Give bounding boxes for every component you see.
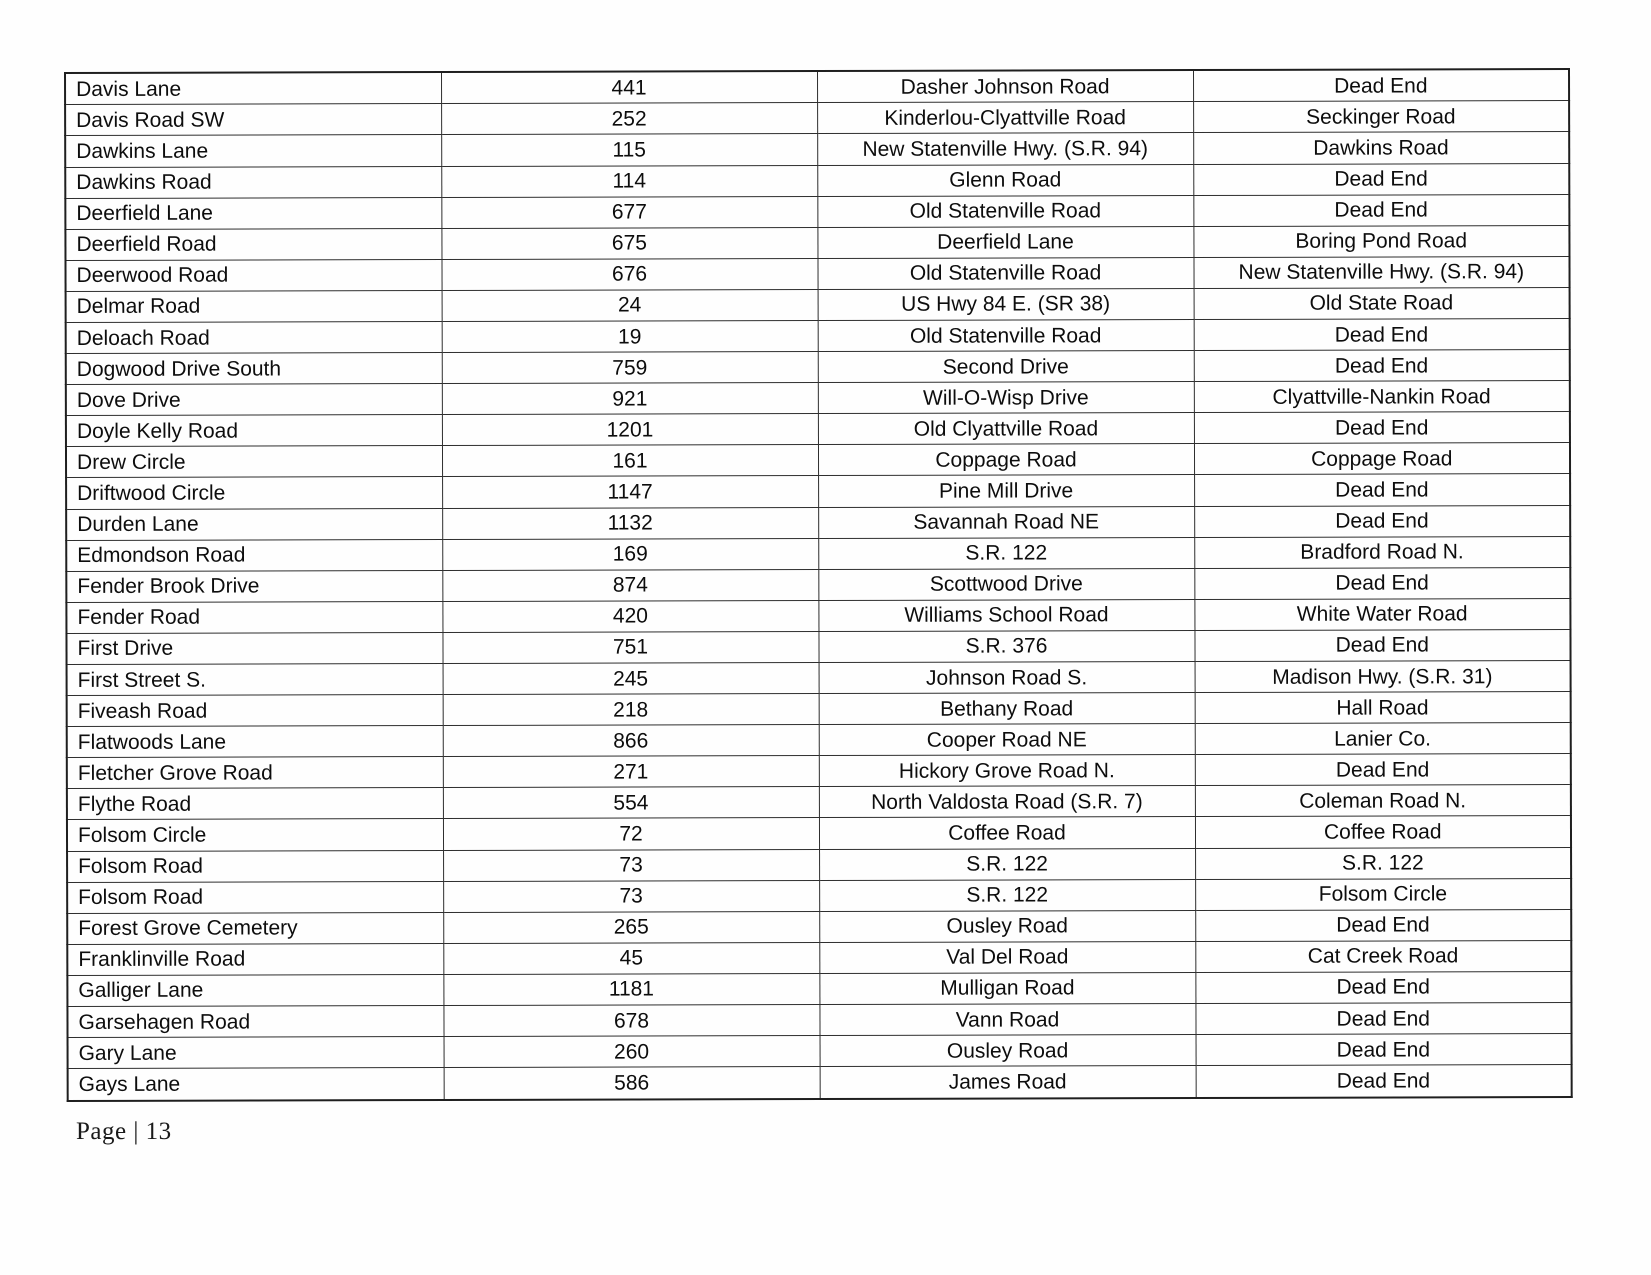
- to-road-cell: Dead End: [1193, 69, 1569, 102]
- table-row: [65, 69, 1569, 105]
- table-row: [66, 412, 1570, 447]
- to-road-cell: Dead End: [1196, 1034, 1572, 1066]
- to-road-cell: Dead End: [1195, 754, 1571, 786]
- road-number-cell: 676: [441, 258, 817, 290]
- from-road-cell: Dasher Johnson Road: [817, 70, 1193, 103]
- table-row: [67, 816, 1571, 851]
- road-name-cell: Gary Lane: [68, 1037, 444, 1069]
- road-number-cell: 114: [441, 165, 817, 197]
- table-row: [67, 754, 1571, 789]
- from-road-cell: Old Statenville Road: [818, 320, 1194, 352]
- from-road-cell: Old Statenville Road: [817, 257, 1193, 289]
- road-number-cell: 260: [444, 1036, 820, 1068]
- table-row: [65, 101, 1569, 136]
- road-name-cell: Dawkins Road: [65, 166, 441, 198]
- table-row: [68, 1034, 1572, 1069]
- from-road-cell: Will-O-Wisp Drive: [818, 382, 1194, 414]
- road-number-cell: 252: [441, 103, 817, 135]
- table-row: [66, 567, 1570, 602]
- road-name-cell: Delmar Road: [66, 290, 442, 322]
- from-road-cell: Deerfield Lane: [817, 226, 1193, 258]
- road-name-cell: Folsom Road: [67, 850, 443, 882]
- from-road-cell: Williams School Road: [818, 599, 1194, 631]
- road-name-cell: Galliger Lane: [67, 974, 443, 1006]
- to-road-cell: Dead End: [1193, 194, 1569, 226]
- road-number-cell: 161: [442, 445, 818, 477]
- road-number-cell: 45: [443, 942, 819, 974]
- from-road-cell: Scottwood Drive: [818, 568, 1194, 600]
- table-row: [67, 785, 1571, 820]
- from-road-cell: Old Statenville Road: [817, 195, 1193, 227]
- to-road-cell: Dead End: [1195, 909, 1571, 941]
- to-road-cell: Dead End: [1194, 474, 1570, 506]
- road-number-cell: 169: [442, 538, 818, 570]
- table-row: [66, 474, 1570, 509]
- road-name-cell: Dawkins Lane: [65, 135, 441, 167]
- table-row: [66, 443, 1570, 478]
- from-road-cell: Hickory Grove Road N.: [819, 755, 1195, 787]
- road-number-cell: 271: [443, 756, 819, 788]
- to-road-cell: Hall Road: [1195, 692, 1571, 724]
- from-road-cell: North Valdosta Road (S.R. 7): [819, 786, 1195, 818]
- road-number-cell: 874: [442, 569, 818, 601]
- from-road-cell: Val Del Road: [819, 941, 1195, 973]
- from-road-cell: Cooper Road NE: [819, 724, 1195, 756]
- to-road-cell: Dead End: [1194, 412, 1570, 444]
- road-name-cell: Fender Brook Drive: [66, 570, 442, 602]
- road-name-cell: Franklinville Road: [67, 943, 443, 975]
- table-row: [66, 536, 1570, 571]
- from-road-cell: Old Clyattville Road: [818, 413, 1194, 445]
- road-number-cell: 24: [442, 289, 818, 321]
- table-row: [66, 598, 1570, 633]
- table-row: [68, 1065, 1572, 1101]
- to-road-cell: Coppage Road: [1194, 443, 1570, 475]
- to-road-cell: Folsom Circle: [1195, 878, 1571, 910]
- road-number-cell: 751: [442, 631, 818, 663]
- road-number-cell: 420: [442, 600, 818, 632]
- road-number-cell: 1132: [442, 507, 818, 539]
- to-road-cell: Madison Hwy. (S.R. 31): [1195, 661, 1571, 693]
- page-number-footer: Page | 13: [76, 1118, 172, 1145]
- from-road-cell: Ousley Road: [820, 1035, 1196, 1067]
- to-road-cell: Dead End: [1194, 319, 1570, 351]
- from-road-cell: Vann Road: [819, 1004, 1195, 1036]
- from-road-cell: Ousley Road: [819, 910, 1195, 942]
- road-number-cell: 72: [443, 818, 819, 850]
- to-road-cell: Dead End: [1195, 971, 1571, 1003]
- road-name-cell: Flatwoods Lane: [67, 726, 443, 758]
- to-road-cell: Dead End: [1194, 567, 1570, 599]
- from-road-cell: New Statenville Hwy. (S.R. 94): [817, 133, 1193, 165]
- road-name-cell: First Street S.: [67, 664, 443, 696]
- road-number-cell: 677: [441, 196, 817, 228]
- from-road-cell: US Hwy 84 E. (SR 38): [818, 288, 1194, 320]
- road-name-cell: Doyle Kelly Road: [66, 415, 442, 447]
- table-row: [67, 1003, 1571, 1038]
- from-road-cell: James Road: [820, 1066, 1196, 1099]
- from-road-cell: S.R. 122: [819, 879, 1195, 911]
- from-road-cell: Coppage Road: [818, 444, 1194, 476]
- to-road-cell: Clyattville-Nankin Road: [1194, 381, 1570, 413]
- table-row: [66, 381, 1570, 416]
- table-row: [67, 940, 1571, 975]
- to-road-cell: Bradford Road N.: [1194, 536, 1570, 568]
- road-number-cell: 265: [443, 911, 819, 943]
- table-row: [67, 971, 1571, 1006]
- table-row: [66, 287, 1570, 322]
- to-road-cell: Dawkins Road: [1193, 132, 1569, 164]
- to-road-cell: Dead End: [1194, 629, 1570, 661]
- to-road-cell: Dead End: [1194, 350, 1570, 382]
- table-row: [67, 661, 1571, 696]
- table-row: [66, 319, 1570, 354]
- road-name-cell: Gays Lane: [68, 1068, 444, 1101]
- road-name-cell: Flythe Road: [67, 788, 443, 820]
- road-number-cell: 115: [441, 134, 817, 166]
- to-road-cell: White Water Road: [1194, 598, 1570, 630]
- road-number-cell: 759: [442, 352, 818, 384]
- road-number-cell: 866: [443, 725, 819, 757]
- table-row: [65, 225, 1569, 260]
- from-road-cell: Pine Mill Drive: [818, 475, 1194, 507]
- road-number-cell: 73: [443, 880, 819, 912]
- road-name-cell: First Drive: [66, 632, 442, 664]
- road-number-cell: 675: [441, 227, 817, 259]
- road-number-cell: 586: [444, 1067, 820, 1100]
- road-number-cell: 19: [442, 320, 818, 352]
- from-road-cell: Mulligan Road: [819, 972, 1195, 1004]
- road-number-cell: 921: [442, 383, 818, 415]
- road-number-cell: 678: [443, 1005, 819, 1037]
- road-name-cell: Deloach Road: [66, 321, 442, 353]
- to-road-cell: Dead End: [1193, 163, 1569, 195]
- from-road-cell: Second Drive: [818, 351, 1194, 383]
- from-road-cell: S.R. 122: [818, 537, 1194, 569]
- road-number-cell: 554: [443, 787, 819, 819]
- road-name-cell: Fender Road: [66, 601, 442, 633]
- from-road-cell: Johnson Road S.: [819, 662, 1195, 694]
- table-row: [67, 692, 1571, 727]
- to-road-cell: Boring Pond Road: [1193, 225, 1569, 257]
- from-road-cell: Bethany Road: [819, 693, 1195, 725]
- road-number-cell: 1181: [443, 973, 819, 1005]
- to-road-cell: New Statenville Hwy. (S.R. 94): [1193, 256, 1569, 288]
- road-name-cell: Drew Circle: [66, 446, 442, 478]
- to-road-cell: Old State Road: [1194, 287, 1570, 319]
- road-name-cell: Dove Drive: [66, 384, 442, 416]
- road-name-cell: Deerwood Road: [65, 259, 441, 291]
- to-road-cell: Coleman Road N.: [1195, 785, 1571, 817]
- road-name-cell: Davis Road SW: [65, 104, 441, 136]
- road-name-cell: Deerfield Road: [65, 228, 441, 260]
- road-number-cell: 441: [441, 71, 817, 104]
- from-road-cell: S.R. 376: [818, 630, 1194, 662]
- road-name-cell: Driftwood Circle: [66, 477, 442, 509]
- table-row: [66, 350, 1570, 385]
- road-number-cell: 73: [443, 849, 819, 881]
- table-row: [65, 163, 1569, 198]
- from-road-cell: Glenn Road: [817, 164, 1193, 196]
- road-number-cell: 1201: [442, 414, 818, 446]
- road-name-cell: Folsom Circle: [67, 819, 443, 851]
- to-road-cell: S.R. 122: [1195, 847, 1571, 879]
- table-row: [67, 909, 1571, 944]
- road-name-cell: Fiveash Road: [67, 695, 443, 727]
- road-name-cell: Fletcher Grove Road: [67, 757, 443, 789]
- to-road-cell: Cat Creek Road: [1195, 940, 1571, 972]
- table-row: [65, 132, 1569, 167]
- table-row: [67, 847, 1571, 882]
- roads-table-body: [65, 69, 1572, 1101]
- to-road-cell: Dead End: [1194, 505, 1570, 537]
- roads-table: [64, 68, 1573, 1102]
- to-road-cell: Dead End: [1196, 1065, 1572, 1098]
- road-name-cell: Dogwood Drive South: [66, 353, 442, 385]
- road-number-cell: 218: [443, 694, 819, 726]
- to-road-cell: Coffee Road: [1195, 816, 1571, 848]
- table-row: [66, 505, 1570, 540]
- road-name-cell: Davis Lane: [65, 72, 441, 105]
- road-name-cell: Forest Grove Cemetery: [67, 912, 443, 944]
- road-name-cell: Garsehagen Road: [67, 1006, 443, 1038]
- road-number-cell: 245: [443, 663, 819, 695]
- from-road-cell: Kinderlou-Clyattville Road: [817, 102, 1193, 134]
- to-road-cell: Lanier Co.: [1195, 723, 1571, 755]
- from-road-cell: Coffee Road: [819, 817, 1195, 849]
- from-road-cell: S.R. 122: [819, 848, 1195, 880]
- table-row: [67, 878, 1571, 913]
- road-number-cell: 1147: [442, 476, 818, 508]
- road-name-cell: Edmondson Road: [66, 539, 442, 571]
- table-row: [65, 194, 1569, 229]
- road-name-cell: Folsom Road: [67, 881, 443, 913]
- road-name-cell: Deerfield Lane: [65, 197, 441, 229]
- table-row: [65, 256, 1569, 291]
- table-row: [67, 723, 1571, 758]
- road-name-cell: Durden Lane: [66, 508, 442, 540]
- to-road-cell: Seckinger Road: [1193, 101, 1569, 133]
- from-road-cell: Savannah Road NE: [818, 506, 1194, 538]
- table-row: [66, 629, 1570, 664]
- to-road-cell: Dead End: [1195, 1003, 1571, 1035]
